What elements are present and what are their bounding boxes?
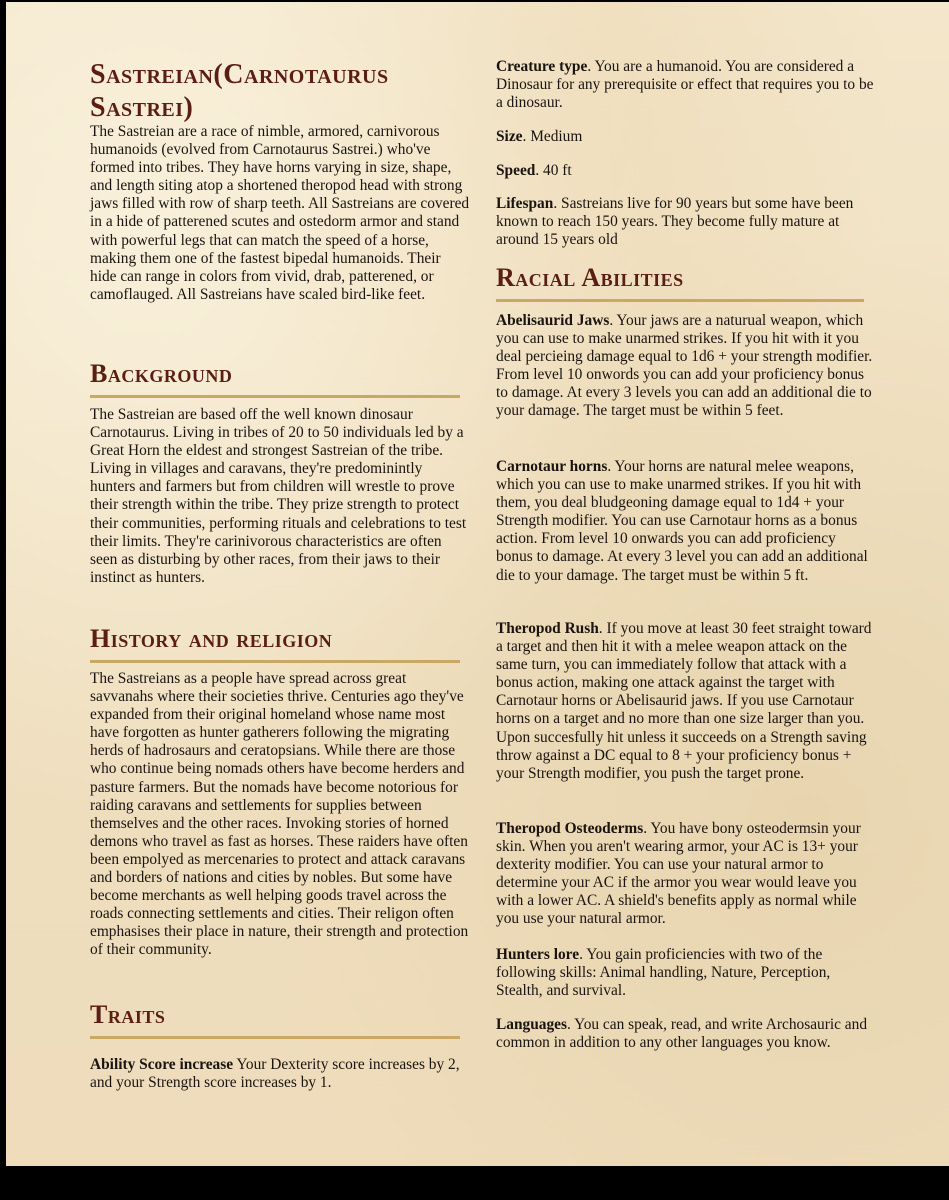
speed-paragraph (496, 162, 874, 180)
languages-paragraph (496, 1016, 874, 1052)
lifespan-label: Lifespan (496, 195, 554, 212)
background-paragraph: The Sastreian are based off the well known dinosaur Carnotaurus. Living in tribes of 20 to 50 individuals led by a Great Horn the eldest and strongest Sastreian of the tribe. Living in villages and caravans, they're predominintly hunters and farmers but from children will wrestle to prove their strength within the tribe. They prize strength to protect their communities, performing rituals and celebrations to test their limits. They're carinivorous characteristics are often seen as disturbing by other races, from their jaws to their instinct as hunters. (90, 406, 467, 586)
hunters-lore-label: Hunters lore (496, 946, 580, 963)
abelisaurid-jaws-label: Abelisaurid Jaws (496, 312, 610, 329)
hunters-lore-text: . You gain proficiencies with two of the following skills: Animal handling, Nature, Perception, Stealth, and survival. (496, 946, 831, 1000)
size-text: . Medium (522, 128, 583, 145)
traits-heading: Traits (90, 1000, 166, 1029)
theropod-rush-text: . If you move at least 30 feet straight toward a target and then hit it with a melee weapon attack on the same turn, you can immediately follow that attack with a bonus action, making one attack against the target with Carnotaur horns or Abelisaurid jaws. If you use Carnotaur horns on a target and no more than one size larger than you. Upon succesfully hit unless it succeeds on a Strength saving throw against a DC equal to 8 + your proficiency bonus + your Strength modifier, you push the target prone. (496, 620, 872, 782)
history-paragraph: The Sastreians as a people have spread across great savvanahs where their societies thrive. Centuries ago they've expanded from their original homeland whose name most have forgotten as hunter gatherers following the migrating herds of hadrosaurs and ceratopsians. While there are those who continue being nomads others have become herders and pasture farmers. But the nomads have become notorious for raiding caravans and settlements for supplies between themselves and the other races. Invoking stories of horned demons who travel as fast as horses. These raiders have often been empolyed as mercenaries to protect and attack caravans and borders of nations and cities by nobles. But some have become merchants as well helping goods travel across the roads connecting settlements and cities. Their religon often emphasises their place in nature, their strength and protection of their community. (90, 670, 469, 959)
heading-rule (496, 299, 864, 302)
theropod-osteoderms-label: Theropod Osteoderms (496, 820, 644, 837)
languages-text: . You can speak, read, and write Archosauric and common in addition to any other languages you know. (496, 1016, 868, 1052)
racial-abilities-heading: Racial Abilities (496, 263, 684, 292)
creature-type-paragraph (496, 58, 874, 112)
theropod-rush-paragraph (496, 620, 874, 783)
ability-score-paragraph (90, 1056, 470, 1092)
ability-score-label: Ability Score increase (90, 1056, 234, 1073)
abelisaurid-jaws-text: . Your jaws are a naturual weapon, which you can use to make unarmed strikes. If you hit with it you deal percieing damage equal to 1d6 + your strength modifier. From level 10 onwords you can add your proficiency bonus to damage. At every 3 levels you can add an additional die to your damage. The target must be within 5 feet. (496, 312, 873, 420)
creature-type-text: . You are a humanoid. You are considered a Dinosaur for any prerequisite or effect that requires you to be a dinosaur. (496, 58, 874, 112)
background-heading: Background (90, 359, 233, 388)
theropod-osteoderms-paragraph (496, 820, 874, 929)
heading-rule (90, 660, 460, 663)
parchment-page (6, 2, 949, 1166)
lifespan-text: . Sastreians live for 90 years but some have been known to reach 150 years. They become fully mature at around 15 years old (496, 195, 854, 249)
speed-text: . 40 ft (535, 162, 572, 179)
creature-type-label: Creature type (496, 58, 588, 75)
heading-rule (90, 1036, 460, 1039)
heading-rule (90, 395, 460, 398)
page-title: Sastreian(Carnotaurus Sastrei) (90, 59, 389, 123)
languages-label: Languages (496, 1016, 567, 1033)
speed-label: Speed (496, 162, 536, 179)
ability-score-text: Your Dexterity score increases by 2, and your Strength score increases by 1. (90, 1056, 460, 1092)
carnotaur-horns-paragraph (496, 458, 874, 585)
lifespan-paragraph (496, 195, 874, 249)
carnotaur-horns-text: . Your horns are natural melee weapons, which you can use to make unarmed strikes. If you hit with them, you deal bludgeoning damage equal to 1d4 + your Strength modifier. You can use Carnotaur horns as a bonus action. From level 10 onwards you can add proficiency bonus to damage. At every 3 level you can add an additional die to your damage. The target must be within 5 ft. (496, 458, 868, 584)
intro-paragraph: The Sastreian are a race of nimble, armored, carnivorous humanoids (evolved from Carnotaurus Sastrei.) who've formed into tribes. They have horns varying in size, shape, and length siting atop a shortened theropod head with strong jaws filled with row of sharp teeth. All Sastreians are covered in a hide of patterened scutes and ostedorm armor and stand with powerful legs that can match the speed of a horse, making them one of the fastest bipedal humanoids. Their hide can range in colors from vivid, drab, patterened, or camoflauged. All Sastreians have scaled bird-like feet. (90, 123, 470, 303)
size-paragraph (496, 128, 874, 146)
carnotaur-horns-label: Carnotaur horns (496, 458, 608, 475)
hunters-lore-paragraph (496, 946, 874, 1000)
history-heading: History and religion (90, 624, 333, 653)
size-label: Size (496, 128, 523, 145)
abelisaurid-jaws-paragraph (496, 312, 874, 421)
theropod-osteoderms-text: . You have bony osteodermsin your skin. When you aren't wearing armor, your AC is 13+ your dexterity modifier. You can use your natural armor to determine your AC if the armor you wear would leave you with a lower AC. A shield's benefits apply as normal while you use your natural armor. (496, 820, 861, 928)
theropod-rush-label: Theropod Rush (496, 620, 599, 637)
